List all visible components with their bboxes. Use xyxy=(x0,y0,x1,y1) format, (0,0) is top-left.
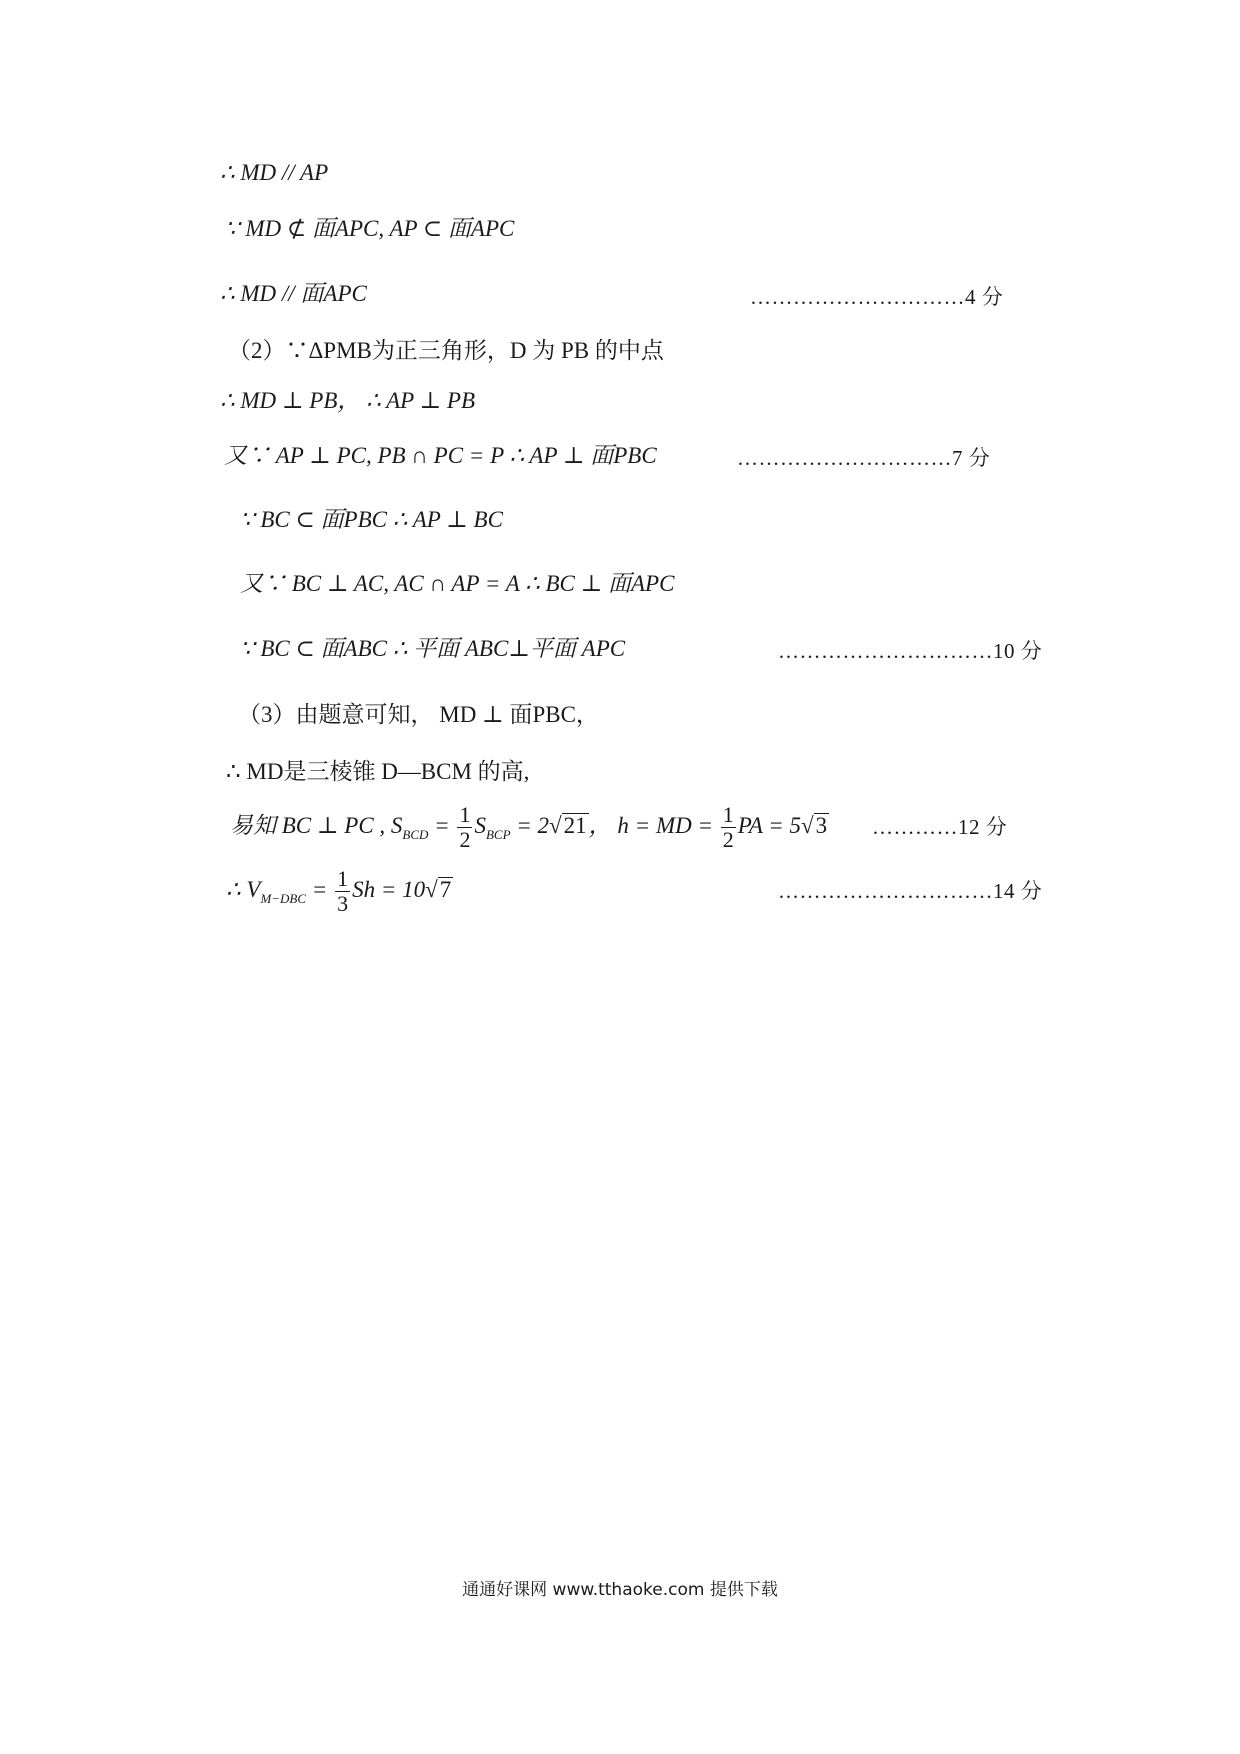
line12-s2: S xyxy=(474,813,486,838)
line12-eq2: = 2 xyxy=(510,813,550,838)
sqrt-icon: √ xyxy=(425,877,438,902)
line13-root: 7 xyxy=(439,877,452,902)
solution-line-2: ∵ MD ⊄ 面APC, AP ⊂ 面APC xyxy=(225,216,515,241)
line13-sub: M−DBC xyxy=(260,891,307,906)
score-12: …………12 分 xyxy=(872,815,1008,839)
line12-frac1-num: 1 xyxy=(459,802,471,828)
solution-line-8: 又∵ BC ⊥ AC, AC ∩ AP = A ∴ BC ⊥ 面APC xyxy=(240,571,675,596)
score-14: …………………………14 分 xyxy=(778,879,1043,903)
score-4: …………………………4 分 xyxy=(750,285,1004,309)
line12-frac2 xyxy=(721,803,736,852)
line12-sub2: BCP xyxy=(485,827,511,842)
line12-root2: 3 xyxy=(815,813,828,838)
solution-line-11: ∴ MD是三棱锥 D—BCM 的高, xyxy=(226,759,530,784)
line12-eq1: = xyxy=(428,813,456,838)
line13-frac-num: 1 xyxy=(337,866,349,892)
score-7: …………………………7 分 xyxy=(737,446,991,470)
solution-line-7: ∵ BC ⊂ 面PBC ∴ AP ⊥ BC xyxy=(240,507,503,532)
line12-prefix: 易知 BC ⊥ PC , S xyxy=(230,813,403,838)
score-10: …………………………10 分 xyxy=(778,639,1043,663)
line12-frac1-den: 2 xyxy=(459,827,471,853)
solution-line-4: （2）∵ΔPMB为正三角形，D 为 PB 的中点 xyxy=(228,338,664,363)
line12-frac1 xyxy=(457,803,472,852)
line13-prefix: ∴ V xyxy=(226,877,261,902)
solution-line-3: ∴ MD // 面APC xyxy=(220,281,367,306)
line12-pa: PA = 5 xyxy=(737,813,801,838)
solution-line-6: 又∵ AP ⊥ PC, PB ∩ PC = P ∴ AP ⊥ 面PBC xyxy=(224,443,657,468)
solution-line-9: ∵ BC ⊂ 面ABC ∴ 平面 ABC⊥平面 APC xyxy=(240,636,626,661)
line12-frac2-den: 2 xyxy=(722,827,734,853)
line12-mid: ， h = MD = xyxy=(588,813,719,838)
solution-line-10: （3）由题意可知， MD ⊥ 面PBC， xyxy=(238,702,599,727)
line13-eq: = xyxy=(306,877,334,902)
solution-line-5: ∴ MD ⊥ PB， ∴ AP ⊥ PB xyxy=(220,388,476,413)
solution-line-12 xyxy=(230,798,829,863)
solution-line-1: ∴ MD // AP xyxy=(220,160,329,185)
sqrt-icon: √ xyxy=(800,813,814,838)
solution-line-13 xyxy=(226,862,453,927)
line13-frac-den: 3 xyxy=(337,891,349,917)
line12-root1: 21 xyxy=(563,813,587,838)
line13-frac xyxy=(335,867,350,916)
line12-sub1: BCD xyxy=(402,827,429,842)
line13-sh: Sh = 10 xyxy=(352,877,426,902)
page-footer: 通通好课网 www.tthaoke.com 提供下载 xyxy=(462,1580,778,1600)
line12-frac2-num: 1 xyxy=(722,802,734,828)
sqrt-icon: √ xyxy=(549,813,562,838)
